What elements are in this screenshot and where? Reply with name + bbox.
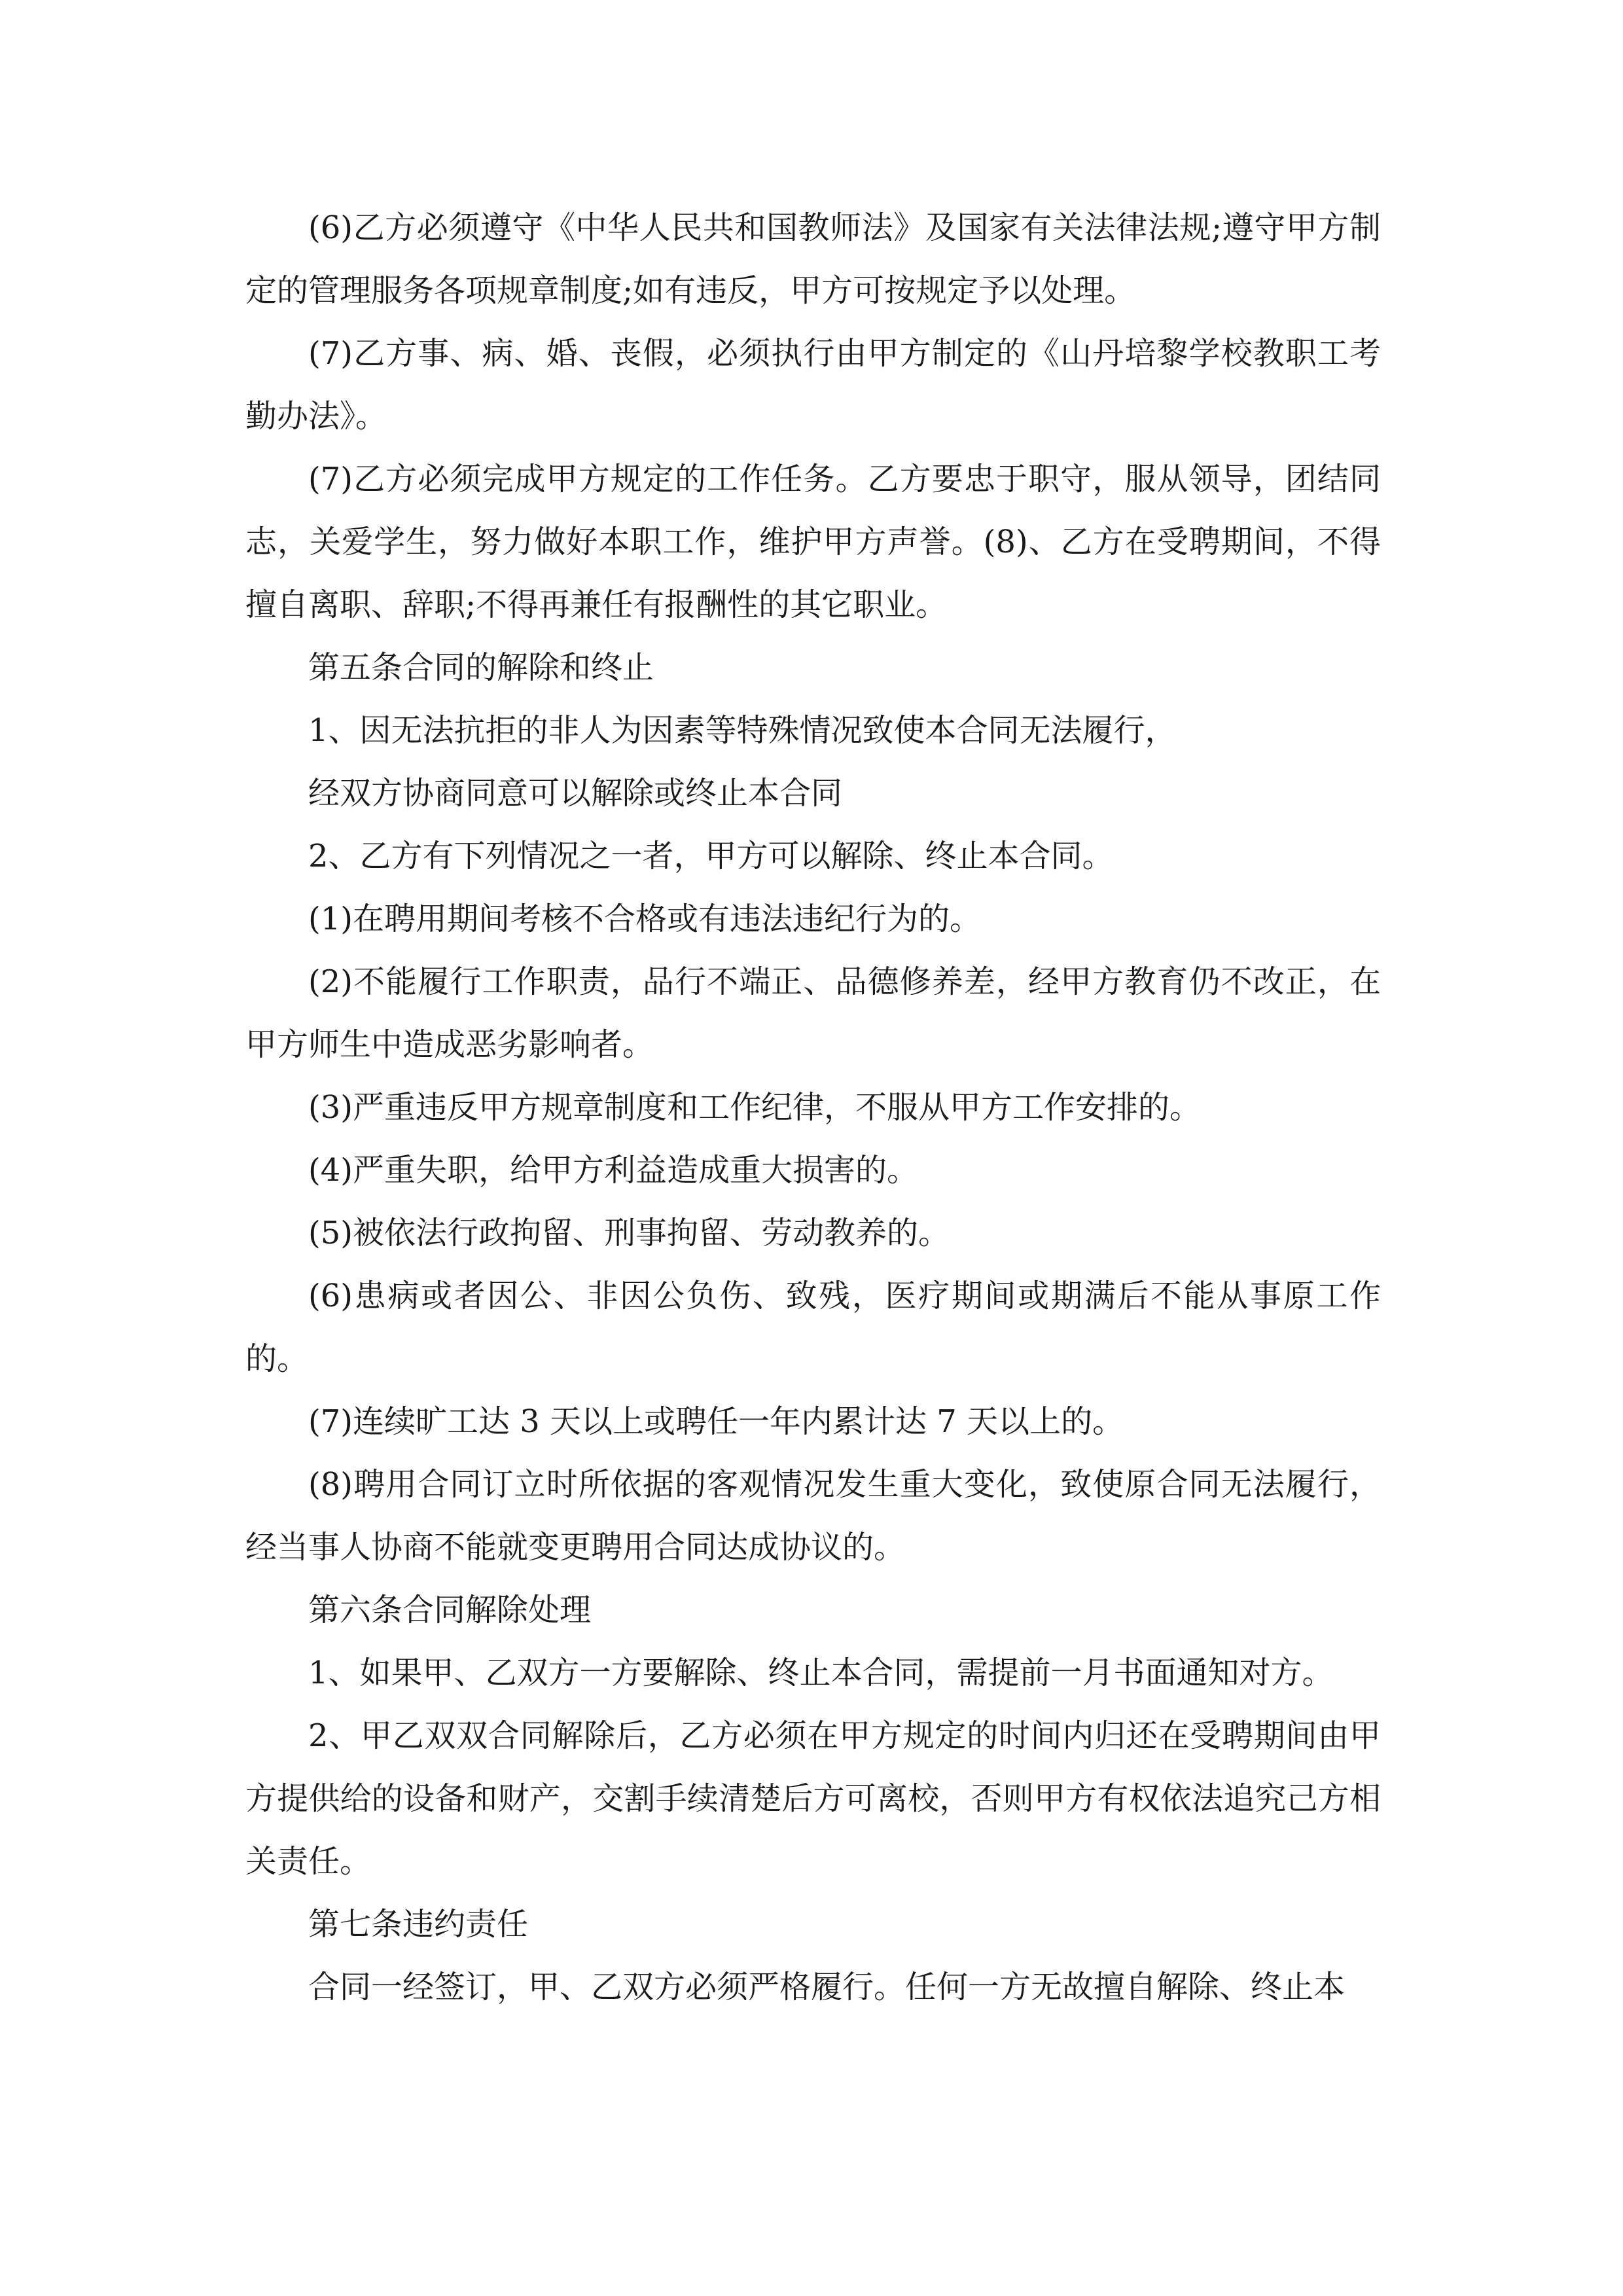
article-5-heading: 第五条合同的解除和终止 (308, 649, 654, 686)
article-5-sub-4: (4)严重失职，给甲方利益造成重大损害的。 (308, 1152, 918, 1189)
article-5-item-1-continued: 经双方协商同意可以解除或终止本合同 (308, 775, 843, 812)
article-7-heading: 第七条违约责任 (308, 1906, 529, 1943)
article-5-sub-1: (1)在聘用期间考核不合格或有违法违纪行为的。 (308, 901, 981, 937)
article-5-sub-7: (7)连续旷工达 3 天以上或聘任一年内累计达 7 天以上的。 (308, 1403, 1124, 1440)
article-6-item-2: 2、甲乙双双合同解除后，乙方必须在甲方规定的时间内归还在受聘期间由甲方提供给的设备和财产，交割手续清楚后方可离校，否则甲方有权依法追究己方相关责任。 (245, 1717, 1381, 1880)
article-5-sub-2: (2)不能履行工作职责，品行不端正、品德修养差，经甲方教育仍不改正，在甲方师生中造成恶劣影响者。 (245, 963, 1381, 1063)
clause-4-item-7-leave: (7)乙方事、病、婚、丧假，必须执行由甲方制定的《山丹培黎学校教职工考勤办法》。 (245, 335, 1381, 435)
clause-4-item-7-duties: (7)乙方必须完成甲方规定的工作任务。乙方要忠于职守，服从领导，团结同志，关爱学生，努力做好本职工作，维护甲方声誉。(8)、乙方在受聘期间，不得擅自离职、辞职;不得再兼任有报酬性的其它职业。 (245, 461, 1381, 623)
article-5-sub-8: (8)聘用合同订立时所依据的客观情况发生重大变化，致使原合同无法履行，经当事人协商不能就变更聘用合同达成协议的。 (245, 1466, 1381, 1566)
article-5-sub-5: (5)被依法行政拘留、刑事拘留、劳动教养的。 (308, 1215, 950, 1251)
article-5-sub-6: (6)患病或者因公、非因公负伤、致残，医疗期间或期满后不能从事原工作的。 (245, 1278, 1381, 1377)
article-6-item-1: 1、如果甲、乙双方一方要解除、终止本合同，需提前一月书面通知对方。 (308, 1655, 1334, 1691)
article-5-item-1: 1、因无法抗拒的非人为因素等特殊情况致使本合同无法履行， (308, 712, 1177, 749)
article-5-item-2: 2、乙方有下列情况之一者，甲方可以解除、终止本合同。 (308, 838, 1114, 874)
article-6-heading: 第六条合同解除处理 (308, 1592, 592, 1628)
article-5-sub-3: (3)严重违反甲方规章制度和工作纪律，不服从甲方工作安排的。 (308, 1089, 1201, 1126)
clause-4-item-6: (6)乙方必须遵守《中华人民共和国教师法》及国家有关法律法规;遵守甲方制定的管理服务各项规章制度;如有违反，甲方可按规定予以处理。 (245, 209, 1381, 309)
article-7-text: 合同一经签订，甲、乙双方必须严格履行。任何一方无故擅自解除、终止本 (308, 1969, 1346, 2005)
document-body (245, 196, 1381, 2018)
